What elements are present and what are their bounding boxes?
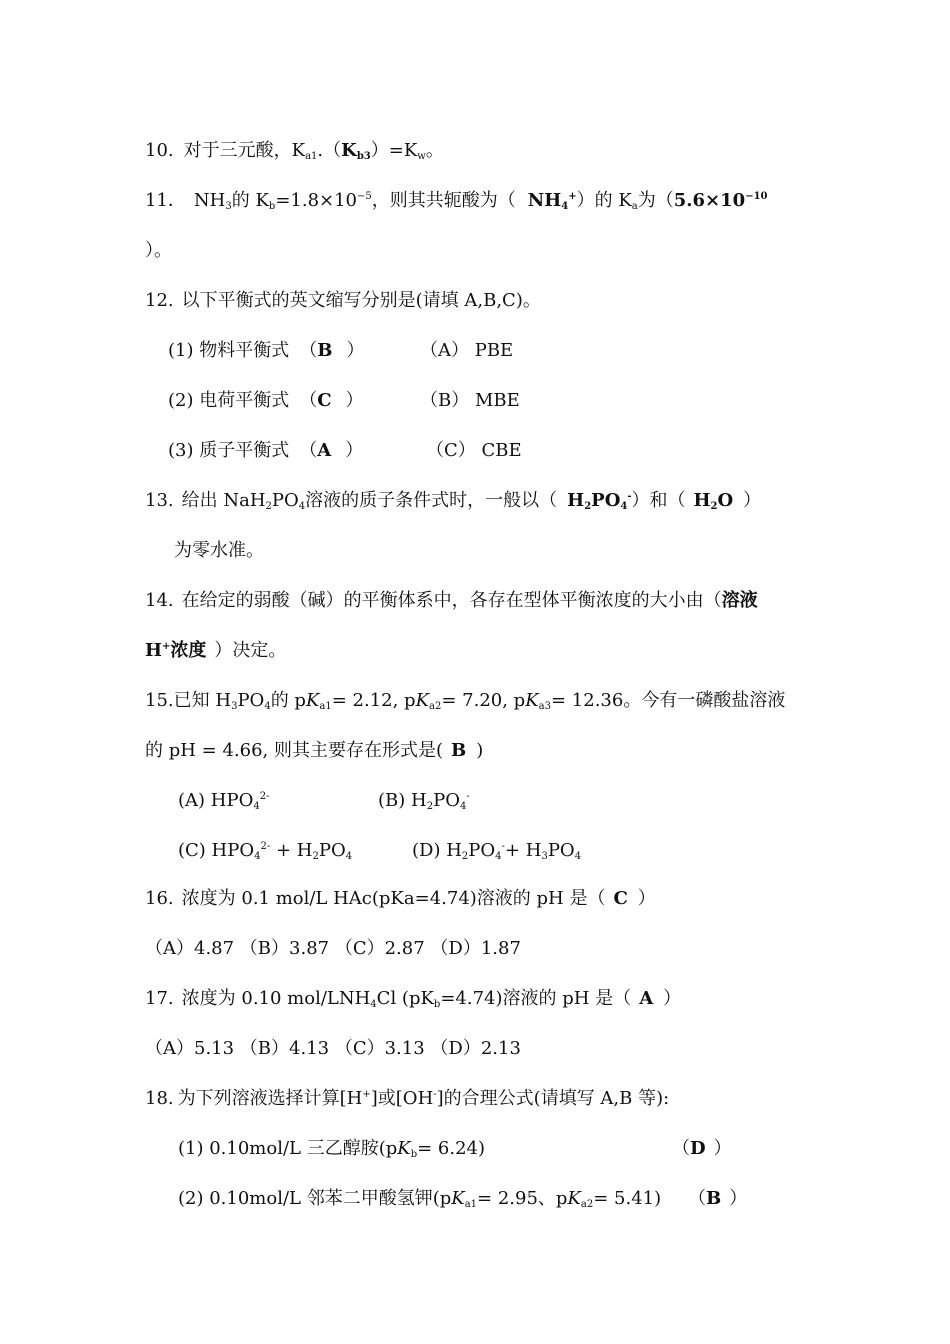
q12-option-a: （A） PBE (420, 340, 514, 361)
q15-option-b: (B) $H_2PO_4^-$ (378, 790, 470, 812)
q18-item-2-text: (2) 0.10mol/L 邻苯二甲酸氢钾(p (178, 1188, 452, 1209)
q11-sub-a: 3 (225, 201, 232, 212)
q13-answer-1: $H_2PO_4^-$ (567, 490, 632, 512)
q17-sub: b (433, 999, 441, 1010)
q13-line2: 为零水准。 (174, 540, 264, 561)
q18-text-a3: ]的合理公式(请填写 A,B 等): (436, 1088, 670, 1109)
q12-open: （ (299, 340, 318, 361)
q13-text-b: 溶液的质子条件式时，一般以（ (305, 490, 558, 511)
q12-close: ） (345, 390, 364, 411)
q16-close: ） (637, 888, 656, 909)
q18-item-1 (178, 1137, 485, 1161)
q14-end: ）决定。 (214, 640, 287, 661)
question-18 (145, 1087, 669, 1111)
q12-row-label: (3) 质子平衡式 (168, 440, 290, 461)
q15-sub: 4 (264, 701, 271, 712)
q11-text-b: 的 K (231, 190, 269, 211)
q13-text-c: ）和（ (631, 490, 686, 511)
q16-answer: C (613, 888, 628, 909)
q15-answer: B (451, 740, 467, 761)
q16-text: 浓度为 0.1 mol/L HAc(pKa=4.74)溶液的 pH 是（ (181, 888, 606, 909)
q12-open: （ (299, 390, 318, 411)
q12-close: ） (345, 440, 364, 461)
q16-number: 16. (145, 888, 174, 909)
q18-sup: - (433, 1089, 437, 1100)
q18-k: K (567, 1188, 581, 1209)
q18-k: K (451, 1188, 465, 1209)
q11-text-f: 为（ (637, 190, 674, 211)
q17-number: 17. (145, 988, 174, 1009)
q10-text-b: .（ (317, 140, 342, 161)
q15-k: K (305, 690, 320, 711)
q17-answer: A (639, 988, 654, 1009)
q10-text-c: ）=K (370, 140, 418, 161)
q18-item-2-answer-box: （B ） (688, 1188, 748, 1209)
q17-options: （A）5.13 （B）4.13 （C）3.13 （D）2.13 (145, 1038, 521, 1059)
q13-number: 13. (145, 490, 174, 511)
q12-row-1 (168, 339, 364, 363)
q12-open: （ (299, 440, 318, 461)
q11-line2: ）。 (145, 240, 172, 261)
question-16 (145, 887, 656, 911)
q12-row-2 (168, 389, 364, 413)
q15-k: K (415, 690, 430, 711)
q15-number: 15. (145, 690, 174, 711)
q14-answer-part1: 溶液 (721, 590, 758, 611)
q18-sub: a1 (464, 1199, 478, 1210)
q15-sub: a3 (538, 701, 551, 712)
q15-k: K (525, 690, 539, 711)
q15-close: ) (476, 740, 484, 761)
q11-sub-b: b (268, 201, 276, 212)
q13-sub: 4 (298, 501, 306, 512)
q15-option-c: (C) $HPO_4^{2-} + H_2PO_4$ (178, 840, 353, 862)
q10-text: 对于三元酸，K (183, 140, 306, 161)
question-13 (145, 489, 761, 513)
q15-sub: 3 (231, 701, 238, 712)
q15-sub: a1 (319, 701, 332, 712)
q11-answer-2: $5.6\times 10^{-10}$ (673, 190, 768, 211)
q18-text-a2: ]或[OH (370, 1088, 434, 1109)
q18-text-a: 为下列溶液选择计算[H (177, 1088, 363, 1109)
q13-sub: 2 (265, 501, 272, 512)
q15-text-b: 的 p (270, 690, 306, 711)
q18-sub: b (410, 1149, 418, 1160)
question-17 (145, 987, 681, 1011)
question-15 (145, 689, 785, 713)
q18-item-1-value: = 6.24) (417, 1138, 486, 1159)
q15-line2 (145, 739, 483, 763)
q15-text-a2: PO (237, 690, 265, 711)
question-11 (145, 189, 767, 213)
q16-options: （A）4.87 （B）3.87 （C）2.87 （D）1.87 (145, 938, 521, 959)
q15-line2-text: 的 pH = 4.66, 则其主要存在形式是( (145, 740, 444, 761)
q18-item-1-answer-box: （D ） (672, 1138, 732, 1159)
q11-sup-c: −5 (357, 191, 372, 202)
q17-text-a: 浓度为 0.10 mol/LNH (181, 988, 371, 1009)
q10-number: 10. (145, 140, 174, 161)
q11-sub-e: a (631, 201, 638, 212)
q11-answer-1: $NH_4^+$ (527, 190, 577, 212)
q13-text-a2: PO (271, 490, 299, 511)
q17-text-a3: =4.74)溶液的 pH 是（ (440, 988, 632, 1009)
q10-sub-w: w (417, 151, 426, 162)
q12-option-c: （C） CBE (426, 440, 522, 461)
q15-v2: = 7.20, p (441, 690, 526, 711)
q12-text: 以下平衡式的英文缩写分别是(请填 A,B,C)。 (181, 290, 541, 311)
q11-text-e: ）的 K (576, 190, 632, 211)
q18-answer-2: B (706, 1188, 722, 1209)
question-14 (145, 589, 758, 613)
q12-row-3 (168, 439, 363, 463)
q12-answer: B (317, 340, 333, 361)
q13-close: ） (743, 490, 762, 511)
question-10 (145, 139, 444, 163)
q18-item-2-value-2: = 5.41) (593, 1188, 662, 1209)
q12-close: ） (346, 340, 365, 361)
q18-item-1-text: (1) 0.10mol/L 三乙醇胺(p (178, 1138, 398, 1159)
q18-item-2 (178, 1187, 661, 1211)
q17-close: ） (663, 988, 682, 1009)
q14-answer-part2: H+浓度 (145, 640, 207, 661)
q10-end: 。 (425, 140, 444, 161)
q18-sup: + (362, 1089, 371, 1100)
q14-line2 (145, 639, 286, 663)
q12-answer: A (317, 440, 332, 461)
q12-row-label: (2) 电荷平衡式 (168, 390, 290, 411)
q15-option-a: (A) $HPO_4^{2-}$ (178, 790, 270, 812)
q17-sub: 4 (370, 999, 377, 1010)
q15-sub: a2 (429, 701, 442, 712)
q14-text: 在给定的弱酸（碱）的平衡体系中，各存在型体平衡浓度的大小由（ (181, 590, 722, 611)
q12-option-b: （B） MBE (420, 390, 520, 411)
q15-v1: = 2.12, p (331, 690, 416, 711)
q11-number: 11． (145, 190, 186, 211)
q12-row-label: (1) 物料平衡式 (168, 340, 290, 361)
q12-answer: C (317, 390, 332, 411)
q13-text-a: 给出 NaH (181, 490, 266, 511)
q13-answer-2: $H_2O$ (693, 490, 734, 512)
q15-option-d: (D) $H_2PO_4^-+ H_3PO_4$ (412, 840, 582, 862)
q18-number: 18. (145, 1088, 174, 1109)
q12-number: 12. (145, 290, 174, 311)
q18-k: K (397, 1138, 411, 1159)
q15-v3: = 12.36。今有一磷酸盐溶液 (551, 690, 786, 711)
q18-sub: a2 (580, 1199, 594, 1210)
q11-text-d: ，则其共轭酸为（ (371, 190, 516, 211)
q14-number: 14. (145, 590, 174, 611)
q11-text-a: NH (193, 190, 226, 211)
q11-text-c: =1.8×10 (275, 190, 358, 211)
q10-answer: $K_{b3}$ (341, 140, 371, 162)
question-12 (145, 289, 541, 313)
q18-item-2-value: = 2.95、p (477, 1188, 568, 1209)
q17-text-a2: Cl (pK (376, 988, 434, 1009)
q18-answer-1: D (690, 1138, 706, 1159)
q15-text-a: 已知 H (173, 690, 232, 711)
q10-sub: a1 (305, 151, 318, 162)
